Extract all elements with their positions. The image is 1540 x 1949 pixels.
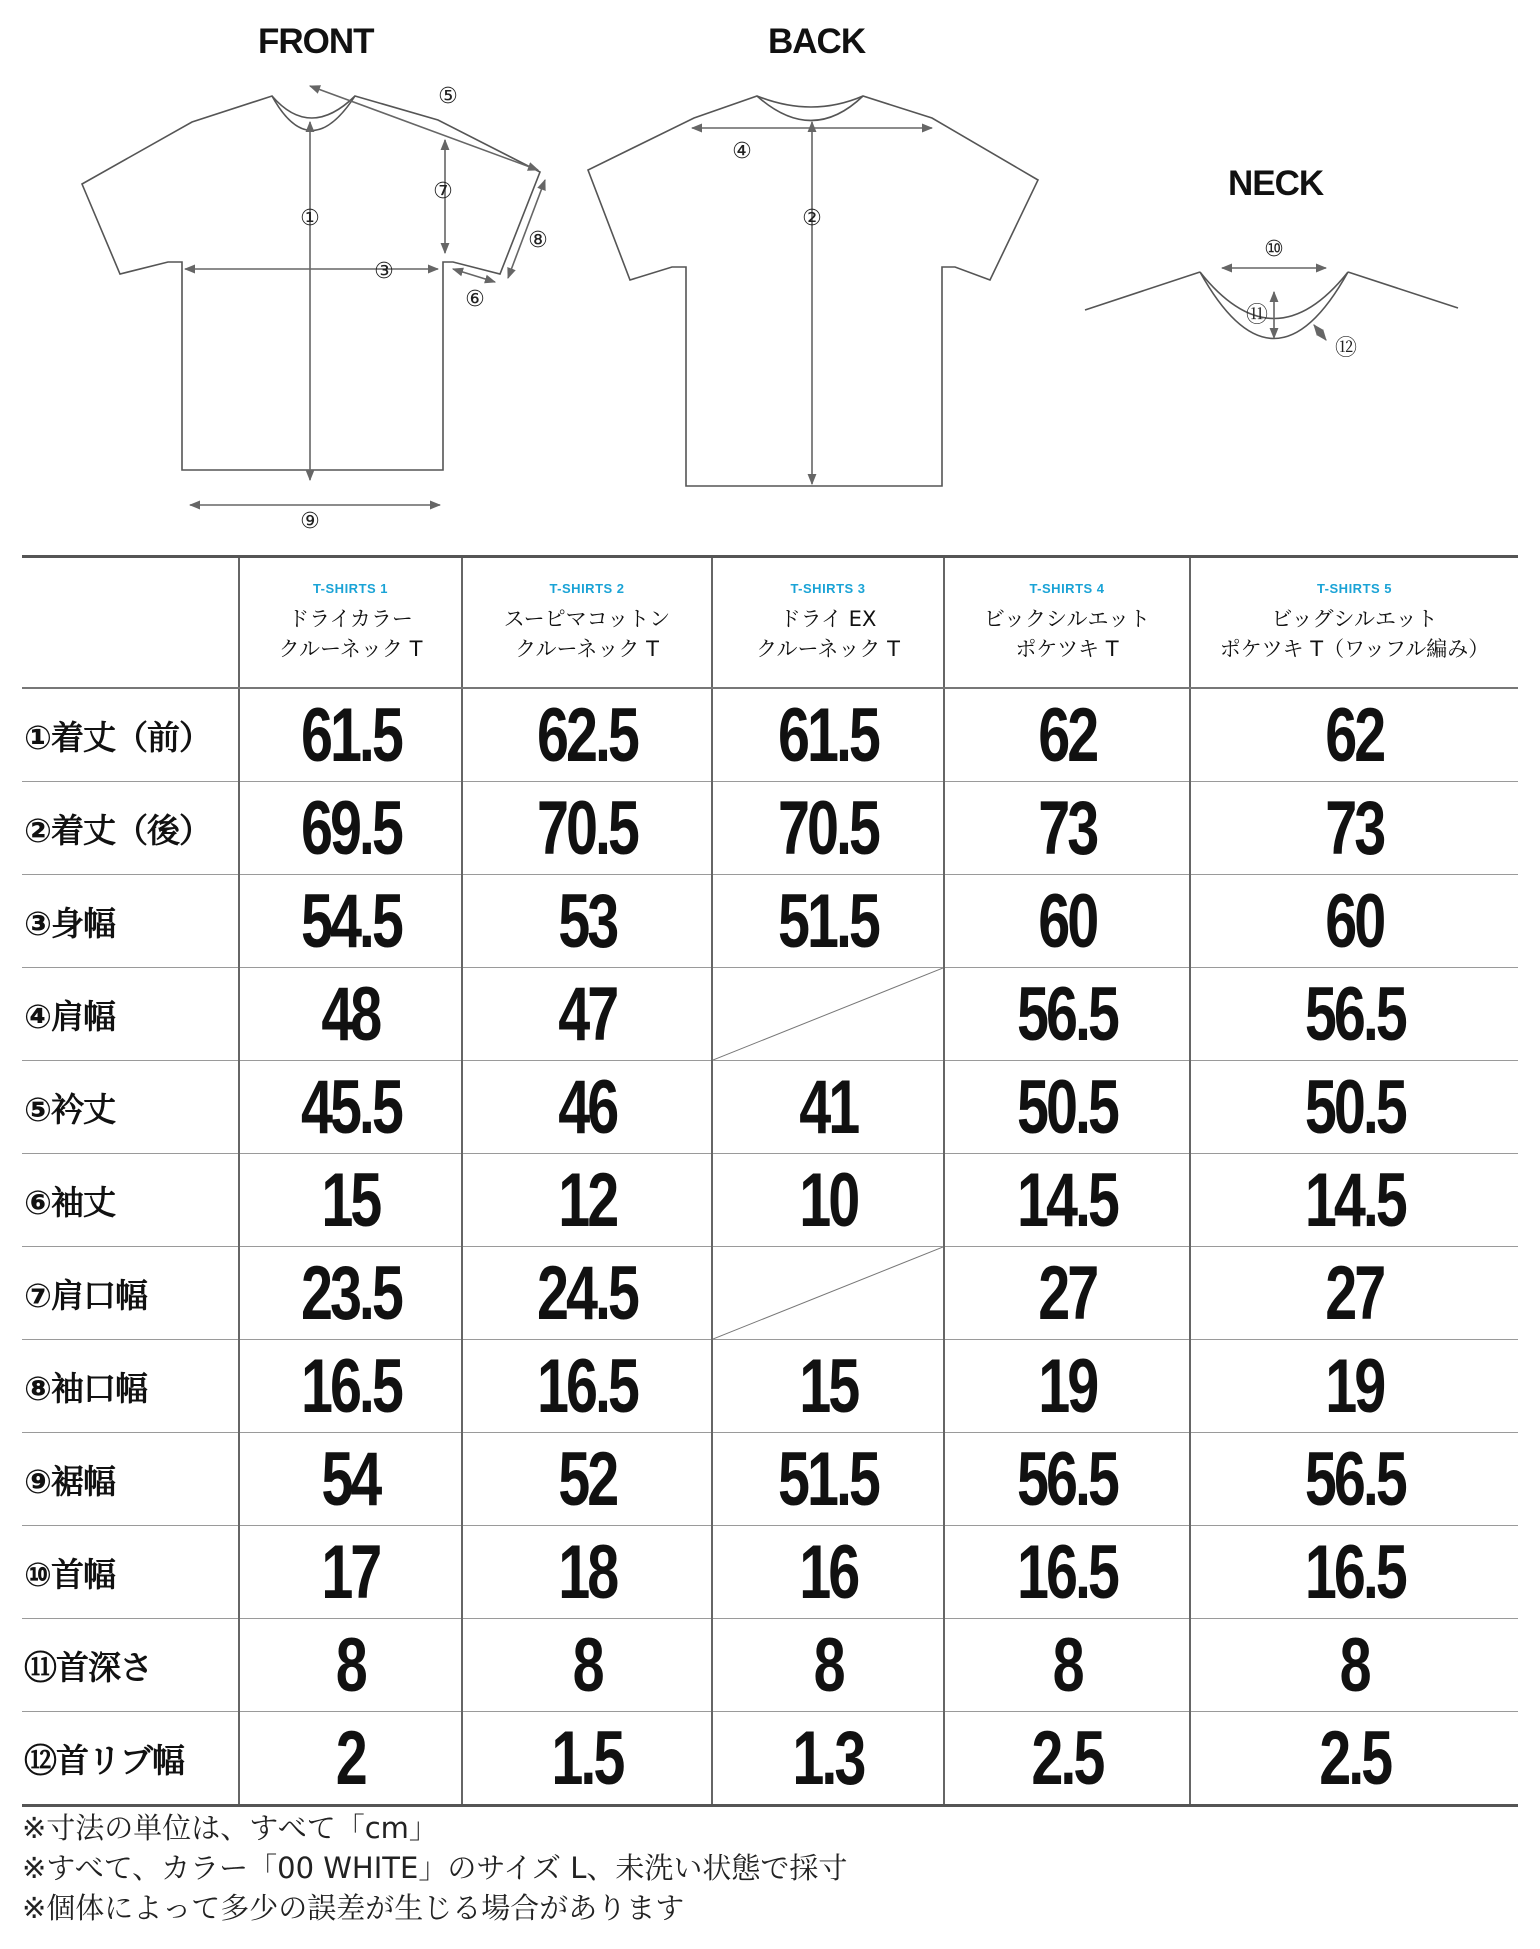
product-name-line1: ドライ EX [779, 607, 877, 631]
value-text: 73 [1038, 785, 1096, 871]
measurement-value [728, 875, 928, 968]
front-shirt-outline [82, 96, 540, 470]
row-label: ⑦肩口幅 [22, 1247, 239, 1340]
series-label: T-SHIRTS 3 [790, 581, 866, 596]
table-row [22, 875, 1518, 968]
series-label: T-SHIRTS 2 [549, 581, 625, 596]
value-text: 2.5 [1318, 1715, 1390, 1801]
marker-3: ③ [374, 259, 394, 284]
measurement-value [1213, 1154, 1495, 1247]
value-text: 16.5 [537, 1343, 637, 1429]
value-text: 10 [799, 1157, 857, 1243]
value-text: 27 [1325, 1250, 1384, 1336]
measurement-value [1213, 1061, 1495, 1154]
footnotes [22, 1808, 1502, 1928]
diagonal-slash [713, 968, 943, 1060]
measurement-value [255, 1154, 447, 1247]
shirt-outlines [0, 0, 1540, 545]
value-text: 46 [558, 1064, 616, 1150]
value-text: 18 [558, 1529, 616, 1615]
value-text: 15 [321, 1157, 380, 1243]
front-view-label: FRONT [258, 22, 374, 61]
value-text: 12 [558, 1157, 616, 1243]
value-text: 60 [1038, 878, 1096, 964]
neck-view-label: NECK [1228, 164, 1324, 203]
table-row [22, 1061, 1518, 1154]
measurement-value [961, 1712, 1173, 1806]
footnote: ※個体によって多少の誤差が生じる場合があります [22, 1891, 685, 1925]
measurement-value [255, 688, 447, 782]
product-name-line2: クルーネック T [756, 637, 900, 661]
row-label: ③身幅 [22, 875, 239, 968]
table-row [22, 968, 1518, 1061]
value-text: 8 [1339, 1622, 1369, 1708]
value-text: 61.5 [778, 692, 878, 778]
value-text: 2 [336, 1715, 365, 1801]
value-text: 15 [799, 1343, 857, 1429]
measurement-value [1213, 688, 1495, 782]
measurement-value [480, 1061, 695, 1154]
marker-9: ⑨ [300, 509, 320, 534]
measurement-value [255, 782, 447, 875]
marker-8: ⑧ [528, 228, 548, 253]
marker-1: ① [300, 206, 320, 231]
row-label: ⑤衿丈 [22, 1061, 239, 1154]
row-label: ⑥袖丈 [22, 1154, 239, 1247]
product-name-line2: クルーネック T [278, 637, 423, 661]
measurement-value [961, 688, 1173, 782]
measurement-value [1213, 1526, 1495, 1619]
product-name-line1: ビックシルエット [983, 607, 1151, 631]
value-text: 16.5 [1017, 1529, 1117, 1615]
value-text: 50.5 [1017, 1064, 1117, 1150]
neck-outline [1085, 272, 1458, 310]
value-text: 56.5 [1304, 1436, 1405, 1522]
value-text: 23.5 [300, 1250, 401, 1336]
footnote: ※すべて、カラー「00 WHITE」のサイズ L、未洗い状態で採寸 [22, 1851, 848, 1885]
measurement-value [480, 688, 695, 782]
value-text: 52 [558, 1436, 616, 1522]
value-text: 54 [321, 1436, 380, 1522]
value-text: 70.5 [537, 785, 637, 871]
table-row [22, 1154, 1518, 1247]
value-text: 16.5 [1304, 1529, 1405, 1615]
marker-12: ⑫ [1334, 336, 1358, 361]
value-text: 14.5 [1017, 1157, 1117, 1243]
product-name-line1: ドライカラー [288, 607, 413, 631]
value-text: 16 [799, 1529, 857, 1615]
value-text: 1.3 [792, 1715, 864, 1801]
measurement-value [480, 1526, 695, 1619]
value-text: 2.5 [1031, 1715, 1103, 1801]
value-text: 54.5 [300, 878, 401, 964]
series-label: T-SHIRTS 5 [1316, 581, 1393, 596]
value-text: 45.5 [300, 1064, 401, 1150]
measurement-value [961, 1340, 1173, 1433]
measurement-value [728, 1340, 928, 1433]
table-row [22, 1247, 1518, 1340]
measurement-value [1213, 782, 1495, 875]
row-label: ⑧袖口幅 [22, 1340, 239, 1433]
measurement-value [480, 1154, 695, 1247]
table-row [22, 688, 1518, 782]
measurement-value [728, 1526, 928, 1619]
measurement-value [728, 688, 928, 782]
measurement-value [961, 782, 1173, 875]
column-header [944, 557, 1190, 689]
value-text: 62 [1325, 692, 1384, 778]
product-name-line1: スーピマコットン [503, 607, 671, 631]
measurement-value [961, 1247, 1173, 1340]
measurement-value [480, 968, 695, 1061]
measurement-value [728, 1433, 928, 1526]
measurement-value [1213, 1619, 1495, 1712]
value-text: 73 [1325, 785, 1384, 871]
marker-4: ④ [732, 139, 752, 164]
value-text: 69.5 [300, 785, 401, 871]
row-label: ⑩首幅 [22, 1526, 239, 1619]
measurement-value [961, 968, 1173, 1061]
value-text: 51.5 [778, 1436, 878, 1522]
series-label: T-SHIRTS 1 [312, 581, 389, 596]
value-text: 51.5 [778, 878, 878, 964]
measurement-value [255, 1619, 447, 1712]
measurement-value [255, 1526, 447, 1619]
not-applicable-cell [712, 1247, 944, 1340]
measurement-value [961, 1061, 1173, 1154]
value-text: 8 [572, 1622, 602, 1708]
measurement-value [480, 1433, 695, 1526]
value-text: 60 [1325, 878, 1384, 964]
back-shirt-outline [588, 96, 1038, 486]
column-header [1190, 557, 1518, 689]
table-row [22, 1619, 1518, 1712]
measurement-value [961, 1619, 1173, 1712]
value-text: 56.5 [1017, 971, 1117, 1057]
column-header [712, 557, 944, 689]
value-text: 48 [321, 971, 380, 1057]
measurement-value [480, 1247, 695, 1340]
measurement-value [255, 1247, 447, 1340]
value-text: 8 [813, 1622, 843, 1708]
table-header-row [22, 557, 1518, 689]
measurement-value [961, 1526, 1173, 1619]
row-label: ⑫首リブ幅 [22, 1712, 239, 1806]
size-table [22, 555, 1518, 1807]
measurement-value [728, 1061, 928, 1154]
marker-6: ⑥ [465, 287, 485, 312]
value-text: 56.5 [1304, 971, 1405, 1057]
measurement-value [255, 1712, 447, 1806]
value-text: 19 [1325, 1343, 1384, 1429]
measurement-value [728, 1712, 928, 1806]
footnote: ※寸法の単位は、すべて「cm」 [22, 1811, 438, 1845]
row-label: ④肩幅 [22, 968, 239, 1061]
diagonal-slash [713, 1247, 943, 1339]
product-name-line2: ポケツキ T [1015, 637, 1119, 661]
product-name-line2: ポケツキ T（ワッフル編み） [1219, 637, 1490, 661]
value-text: 62.5 [537, 692, 637, 778]
table-row [22, 1712, 1518, 1806]
table-row [22, 782, 1518, 875]
product-name-line2: クルーネック T [515, 637, 659, 661]
value-text: 41 [799, 1064, 857, 1150]
value-text: 56.5 [1017, 1436, 1117, 1522]
value-text: 27 [1038, 1250, 1096, 1336]
marker-11: ⑪ [1245, 303, 1269, 328]
row-label: ⑪首深さ [22, 1619, 239, 1712]
value-text: 24.5 [537, 1250, 637, 1336]
value-text: 61.5 [300, 692, 401, 778]
series-label: T-SHIRTS 4 [1029, 581, 1105, 596]
measurement-value [961, 1433, 1173, 1526]
marker-2: ② [802, 206, 822, 231]
value-text: 19 [1038, 1343, 1096, 1429]
measurement-value [480, 1619, 695, 1712]
column-header [239, 557, 462, 689]
measurement-value [728, 782, 928, 875]
measurement-value [1213, 875, 1495, 968]
row-label: ①着丈（前） [22, 688, 239, 782]
value-text: 8 [1052, 1622, 1082, 1708]
row-label: ②着丈（後） [22, 782, 239, 875]
measurement-value [1213, 1433, 1495, 1526]
measurement-value [728, 1619, 928, 1712]
product-name-line1: ビッグシルエット [1271, 607, 1438, 631]
measurement-value [961, 1154, 1173, 1247]
value-text: 62 [1038, 692, 1096, 778]
value-text: 50.5 [1304, 1064, 1405, 1150]
measurement-value [1213, 1247, 1495, 1340]
measurement-value [728, 1154, 928, 1247]
measurement-value [255, 875, 447, 968]
measurement-value [1213, 1712, 1495, 1806]
measurement-value [480, 1340, 695, 1433]
measurement-value [1213, 968, 1495, 1061]
measurement-diagram [0, 0, 1540, 545]
value-text: 1.5 [551, 1715, 623, 1801]
value-text: 47 [558, 971, 616, 1057]
marker-7: ⑦ [433, 179, 453, 204]
marker-5: ⑤ [438, 84, 458, 109]
value-text: 70.5 [778, 785, 878, 871]
measurement-value [255, 1433, 447, 1526]
table-row [22, 1340, 1518, 1433]
marker-10: ⑩ [1264, 237, 1284, 262]
value-text: 8 [336, 1622, 365, 1708]
measurement-value [480, 875, 695, 968]
measurement-value [255, 968, 447, 1061]
table-row [22, 1433, 1518, 1526]
measurement-value [480, 782, 695, 875]
table-row [22, 1526, 1518, 1619]
back-view-label: BACK [768, 22, 866, 61]
not-applicable-cell [712, 968, 944, 1061]
measurement-value [480, 1712, 695, 1806]
measurement-value [961, 875, 1173, 968]
value-text: 16.5 [300, 1343, 401, 1429]
row-label: ⑨裾幅 [22, 1433, 239, 1526]
value-text: 14.5 [1304, 1157, 1405, 1243]
value-text: 17 [321, 1529, 380, 1615]
header-corner [22, 557, 239, 689]
measurement-value [1213, 1340, 1495, 1433]
value-text: 53 [558, 878, 616, 964]
column-header [462, 557, 712, 689]
measurement-value [255, 1340, 447, 1433]
measurement-value [255, 1061, 447, 1154]
